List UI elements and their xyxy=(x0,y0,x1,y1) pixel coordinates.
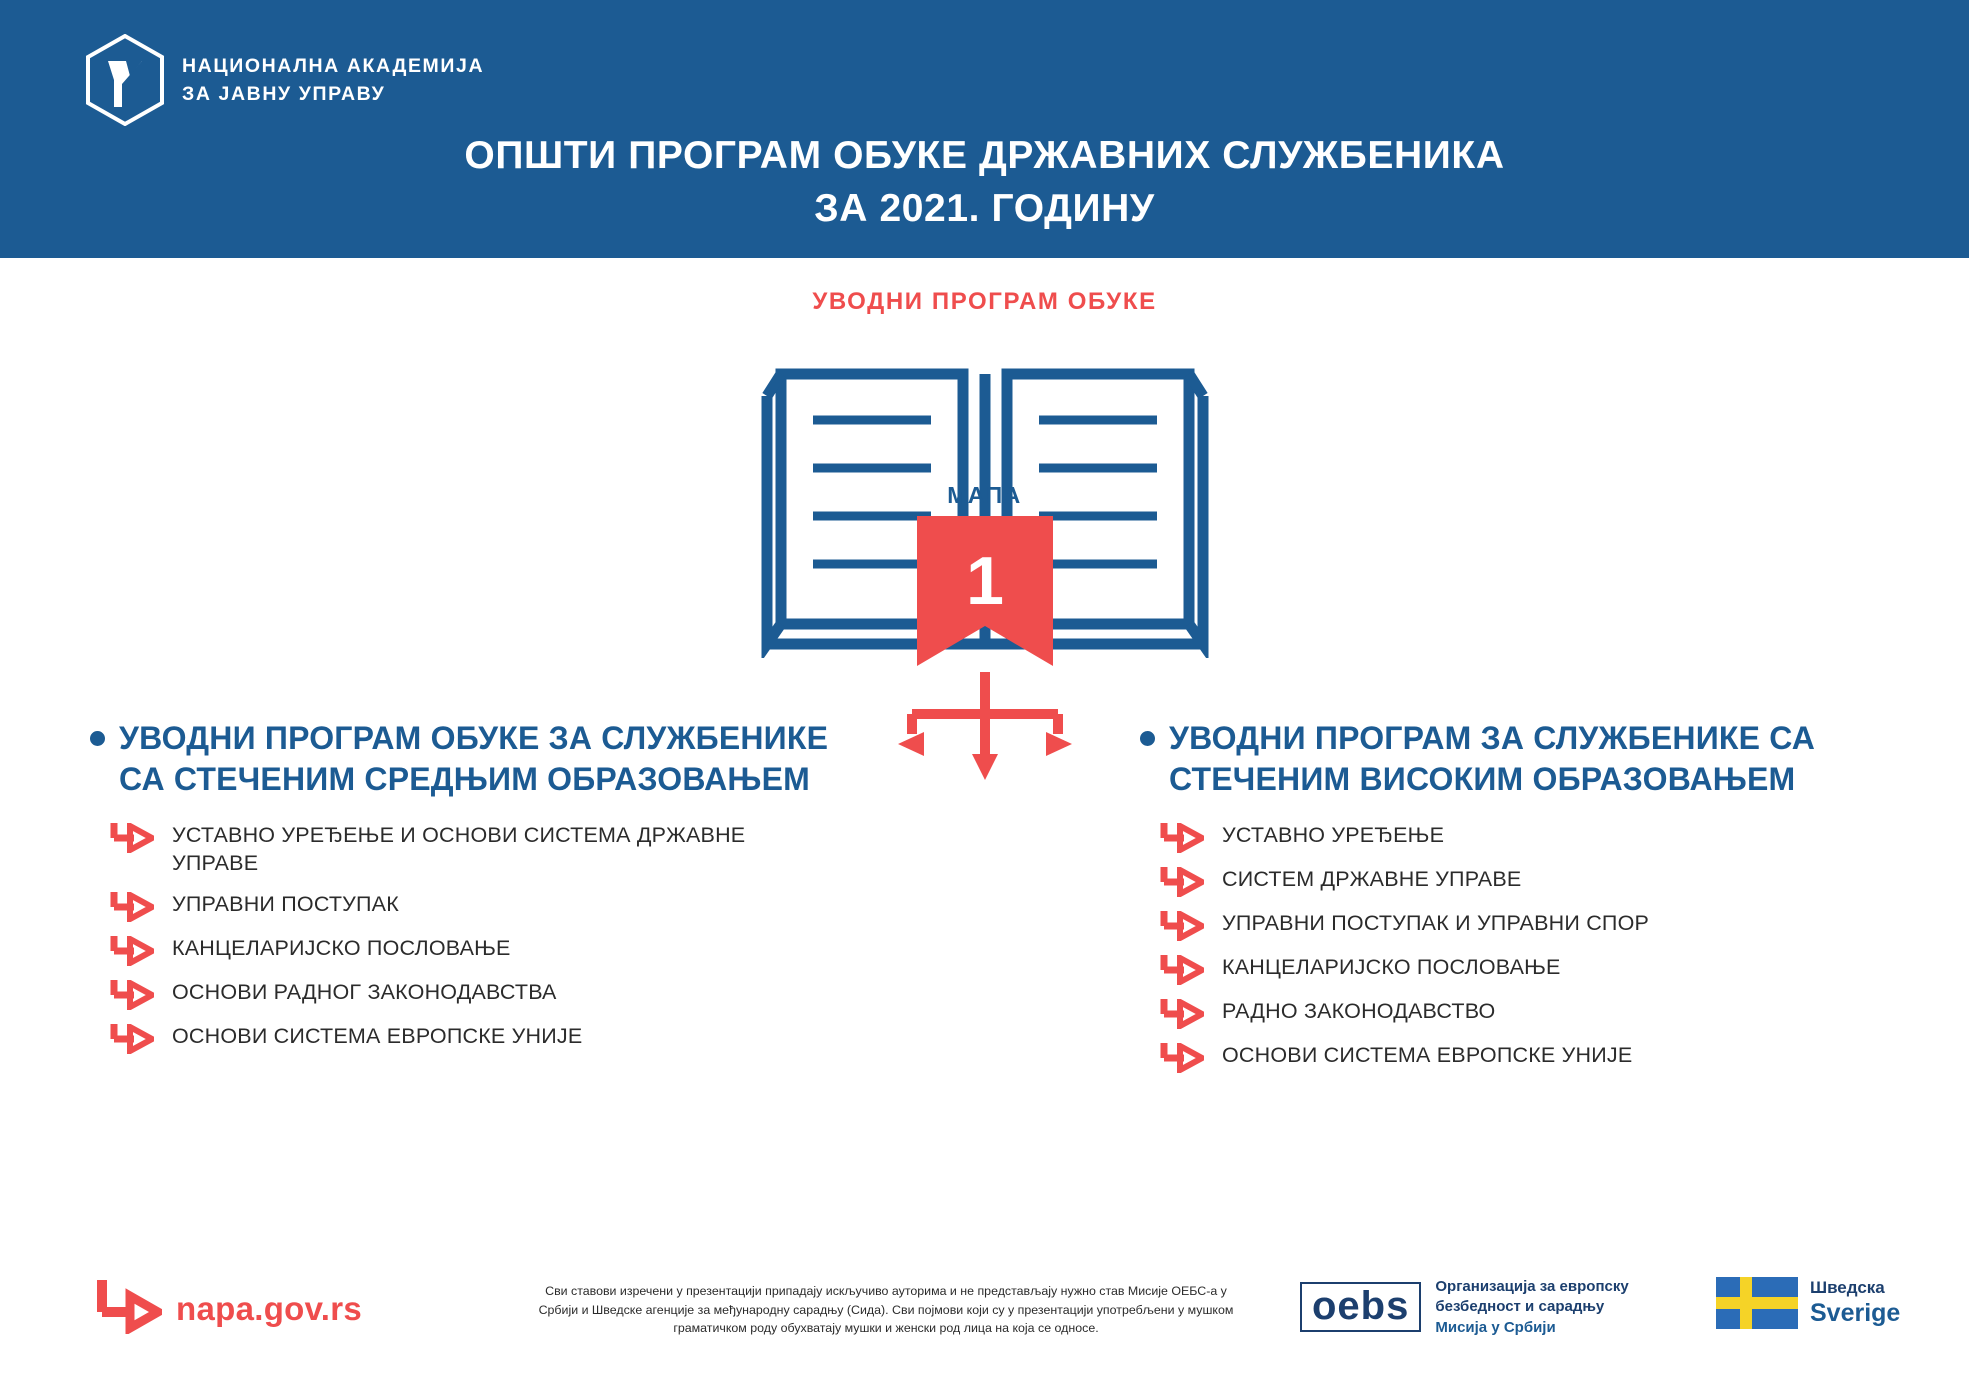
column-heading-left-text: УВОДНИ ПРОГРАМ ОБУКЕ ЗА СЛУЖБЕНИКЕ СА СТЕЧЕНИМ СРЕДЊИМ ОБРАЗОВАЊЕМ xyxy=(119,720,829,797)
list-item-label: ОСНОВИ СИСТЕМА ЕВРОПСКЕ УНИЈЕ xyxy=(172,1023,583,1048)
list-item xyxy=(1160,1042,1930,1073)
list-item-label: УПРАВНИ ПОСТУПАК xyxy=(172,891,399,916)
arrow-right-icon xyxy=(96,1278,162,1339)
arrow-right-icon xyxy=(110,823,154,853)
arrow-right-icon xyxy=(110,1024,154,1054)
oebs-line3: Мисија у Србији xyxy=(1435,1318,1556,1336)
map-label: МАПА xyxy=(947,482,1022,508)
page-header xyxy=(0,0,1969,258)
list-item xyxy=(110,979,880,1010)
list-item xyxy=(110,935,880,966)
oebs-logo-block xyxy=(1300,1277,1629,1338)
arrow-right-icon xyxy=(1160,867,1204,897)
arrow-right-icon xyxy=(1160,911,1204,941)
arrow-right-icon xyxy=(110,892,154,922)
topic-list-right xyxy=(1160,822,1930,1073)
sweden-label xyxy=(1810,1277,1900,1330)
list-item-label: ОСНОВИ РАДНОГ ЗАКОНОДАВСТВА xyxy=(172,979,557,1004)
list-item-label: КАНЦЕЛАРИЈСКО ПОСЛОВАЊЕ xyxy=(172,935,511,960)
branch-arrows-icon xyxy=(890,672,1080,782)
page-title-line2: ЗА 2021. ГОДИНУ xyxy=(814,186,1155,230)
list-item xyxy=(110,891,880,922)
oebs-logo-icon: oebs xyxy=(1300,1282,1421,1332)
oebs-line2: безбедност и сарадњу xyxy=(1435,1298,1605,1316)
list-item-label: КАНЦЕЛАРИЈСКО ПОСЛОВАЊЕ xyxy=(1222,954,1561,979)
list-item xyxy=(110,1023,880,1054)
bullet-dot-icon xyxy=(90,731,105,746)
napa-logo-icon xyxy=(86,34,164,126)
list-item xyxy=(1160,822,1930,853)
website-link[interactable] xyxy=(96,1278,362,1339)
arrow-right-icon xyxy=(1160,823,1204,853)
page-title-line1: ОПШТИ ПРОГРАМ ОБУКЕ ДРЖАВНИХ СЛУЖБЕНИКА xyxy=(464,134,1505,177)
oebs-description xyxy=(1435,1277,1628,1338)
list-item xyxy=(1160,954,1930,985)
page-title xyxy=(0,130,1969,235)
website-url-text: napa.gov.rs xyxy=(176,1289,363,1327)
map-number: 1 xyxy=(966,543,1004,619)
sweden-line1: Шведска xyxy=(1810,1278,1885,1297)
arrow-right-icon xyxy=(1160,999,1204,1029)
arrow-right-icon xyxy=(1160,1043,1204,1073)
org-name-line2: ЗА ЈАВНУ УПРАВУ xyxy=(182,83,386,105)
disclaimer-text: Сви ставови изречени у презентацији припадају искључиво ауторима и не представљају нужно став Мисије ОЕБС-а у Србији и Шведске агенције за међународну сарадњу (Сида). Сви појмови који су у презентацији употребљени у мушком граматичком роду обухватају мушки и женски род лица на која се односе. xyxy=(538,1284,1234,1336)
sweden-line2: Sverige xyxy=(1810,1299,1901,1328)
column-heading-right-text: УВОДНИ ПРОГРАМ ЗА СЛУЖБЕНИКЕ СА СТЕЧЕНИМ ВИСОКИМ ОБРАЗОВАЊЕМ xyxy=(1169,720,1816,797)
column-heading-left xyxy=(90,718,880,800)
sweden-logo-block xyxy=(1716,1277,1900,1330)
org-name xyxy=(182,52,484,109)
column-secondary-education xyxy=(90,718,880,1067)
oebs-line1: Организација за европску xyxy=(1435,1278,1629,1295)
list-item xyxy=(110,822,880,878)
list-item xyxy=(1160,866,1930,897)
org-name-line1: НАЦИОНАЛНА АКАДЕМИЈА xyxy=(182,54,485,77)
list-item-label: УСТАВНО УРЕЂЕЊЕ xyxy=(1222,822,1445,847)
bullet-dot-icon xyxy=(1140,731,1155,746)
sweden-flag-icon xyxy=(1716,1277,1798,1329)
arrow-right-icon xyxy=(110,980,154,1010)
list-item-label: ОСНОВИ СИСТЕМА ЕВРОПСКЕ УНИЈЕ xyxy=(1222,1042,1633,1067)
list-item xyxy=(1160,998,1930,1029)
list-item-label: РАДНО ЗАКОНОДАВСТВО xyxy=(1222,998,1496,1023)
arrow-right-icon xyxy=(1160,955,1204,985)
section-title: УВОДНИ ПРОГРАМ ОБУКЕ xyxy=(812,288,1157,315)
list-item-label: УПРАВНИ ПОСТУПАК И УПРАВНИ СПОР xyxy=(1222,910,1650,935)
column-heading-right xyxy=(1140,718,1930,800)
list-item-label: СИСТЕМ ДРЖАВНЕ УПРАВЕ xyxy=(1222,866,1522,891)
arrow-right-icon xyxy=(110,936,154,966)
column-higher-education xyxy=(1140,718,1930,1086)
list-item-label: УСТАВНО УРЕЂЕЊЕ И ОСНОВИ СИСТЕМА ДРЖАВНЕ УПРАВЕ xyxy=(172,822,746,875)
topic-list-left xyxy=(110,822,880,1054)
logo-block xyxy=(86,34,484,126)
list-item xyxy=(1160,910,1930,941)
